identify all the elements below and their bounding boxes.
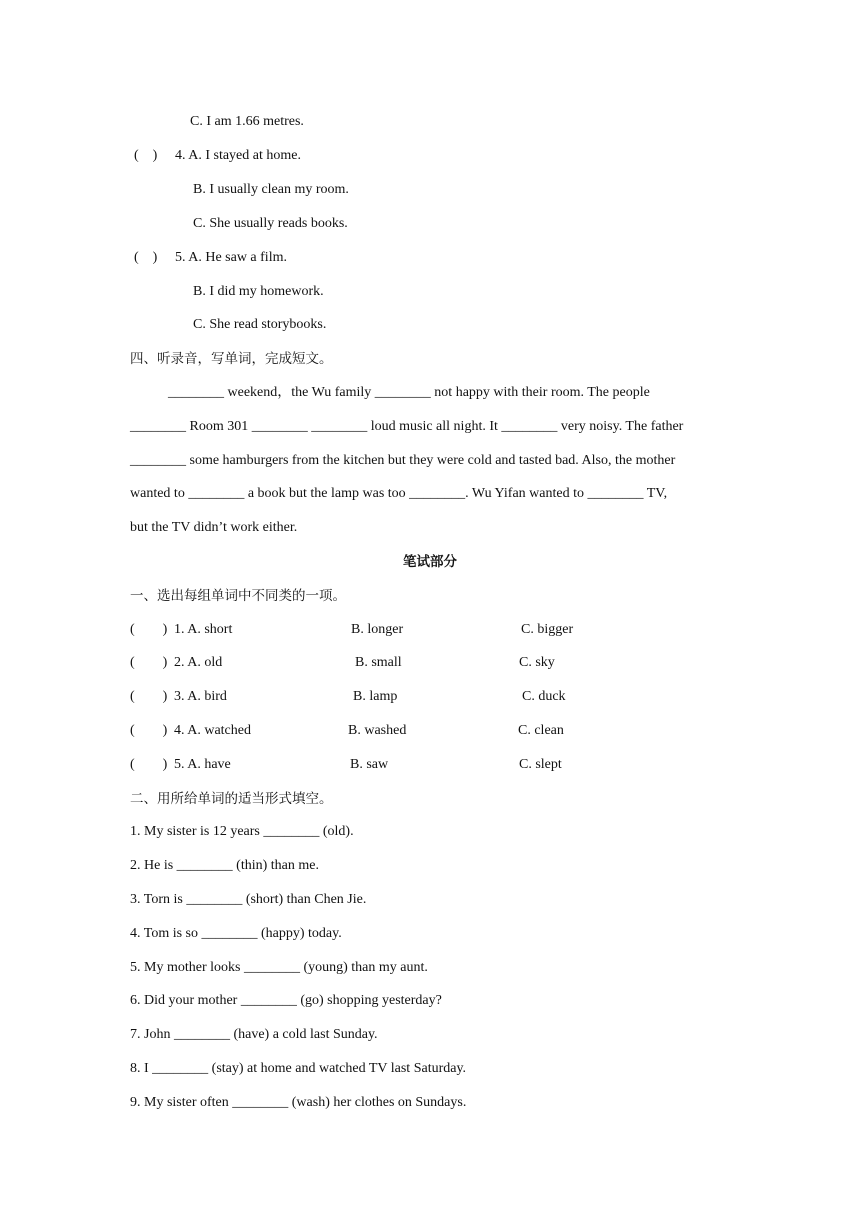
item1-option-a: 1. A. short [174, 622, 233, 637]
passage-line: wanted to ________ a book but the lamp was too ________. Wu Yifan wanted to ________ TV, [130, 486, 668, 501]
fill-blank-item: 2. He is ________ (thin) than me. [130, 858, 319, 873]
item3-option-a: 3. A. bird [174, 689, 227, 704]
fill-blank-item: 6. Did your mother ________ (go) shopping yesterday? [130, 993, 442, 1008]
fill-blank-item: 5. My mother looks ________ (young) than my aunt. [130, 960, 428, 975]
item5-option-a: 5. A. have [174, 757, 231, 772]
item3-option-c: C. duck [522, 689, 566, 704]
fill-blank-item: 9. My sister often ________ (wash) her clothes on Sundays. [130, 1095, 467, 1110]
item2-option-c: C. sky [519, 655, 555, 670]
q4-option-a: 4. A. I stayed at home. [175, 148, 301, 163]
q3-option-c: C. I am 1.66 metres. [190, 114, 304, 129]
part1-heading: 一、选出每组单词中不同类的一项。 [130, 588, 346, 604]
q5-option-a: 5. A. He saw a film. [175, 250, 287, 265]
q4-answer-paren[interactable]: ( ) [134, 148, 158, 163]
item1-option-c: C. bigger [521, 622, 574, 637]
part2-heading: 二、用所给单词的适当形式填空。 [130, 791, 333, 807]
item5-option-b: B. saw [350, 757, 389, 772]
q5-option-b: B. I did my homework. [193, 284, 324, 299]
fill-blank-item: 8. I ________ (stay) at home and watched TV last Saturday. [130, 1061, 467, 1076]
item2-answer-paren[interactable]: ( ) [130, 655, 168, 670]
item1-answer-paren[interactable]: ( ) [130, 622, 168, 637]
item4-option-c: C. clean [518, 723, 564, 738]
item3-option-b: B. lamp [353, 689, 398, 704]
passage-line: but the TV didn’t work either. [130, 520, 298, 535]
passage-line: ________ Room 301 ________ ________ loud music all night. It ________ very noisy. The father [130, 419, 684, 434]
fill-blank-item: 3. Torn is ________ (short) than Chen Jie. [130, 892, 367, 907]
fill-blank-item: 1. My sister is 12 years ________ (old). [130, 824, 354, 839]
q4-option-b: B. I usually clean my room. [193, 182, 349, 197]
q4-option-c: C. She usually reads books. [193, 216, 348, 231]
passage-line: ________ weekend，the Wu family ________ not happy with their room. The people [168, 385, 650, 400]
item2-option-a: 2. A. old [174, 655, 223, 670]
item2-option-b: B. small [355, 655, 402, 670]
item4-option-a: 4. A. watched [174, 723, 251, 738]
item5-option-c: C. slept [519, 757, 562, 772]
item3-answer-paren[interactable]: ( ) [130, 689, 168, 704]
item4-answer-paren[interactable]: ( ) [130, 723, 168, 738]
section4-heading: 四、听录音，写单词，完成短文。 [130, 351, 333, 367]
item5-answer-paren[interactable]: ( ) [130, 757, 168, 772]
written-section-title: 笔试部分 [403, 554, 457, 570]
fill-blank-item: 4. Tom is so ________ (happy) today. [130, 926, 342, 941]
item4-option-b: B. washed [348, 723, 407, 738]
q5-answer-paren[interactable]: ( ) [134, 250, 158, 265]
passage-line: ________ some hamburgers from the kitchen but they were cold and tasted bad. Also, the mother [130, 453, 676, 468]
q5-option-c: C. She read storybooks. [193, 317, 327, 332]
fill-blank-item: 7. John ________ (have) a cold last Sunday. [130, 1027, 378, 1042]
item1-option-b: B. longer [351, 622, 404, 637]
